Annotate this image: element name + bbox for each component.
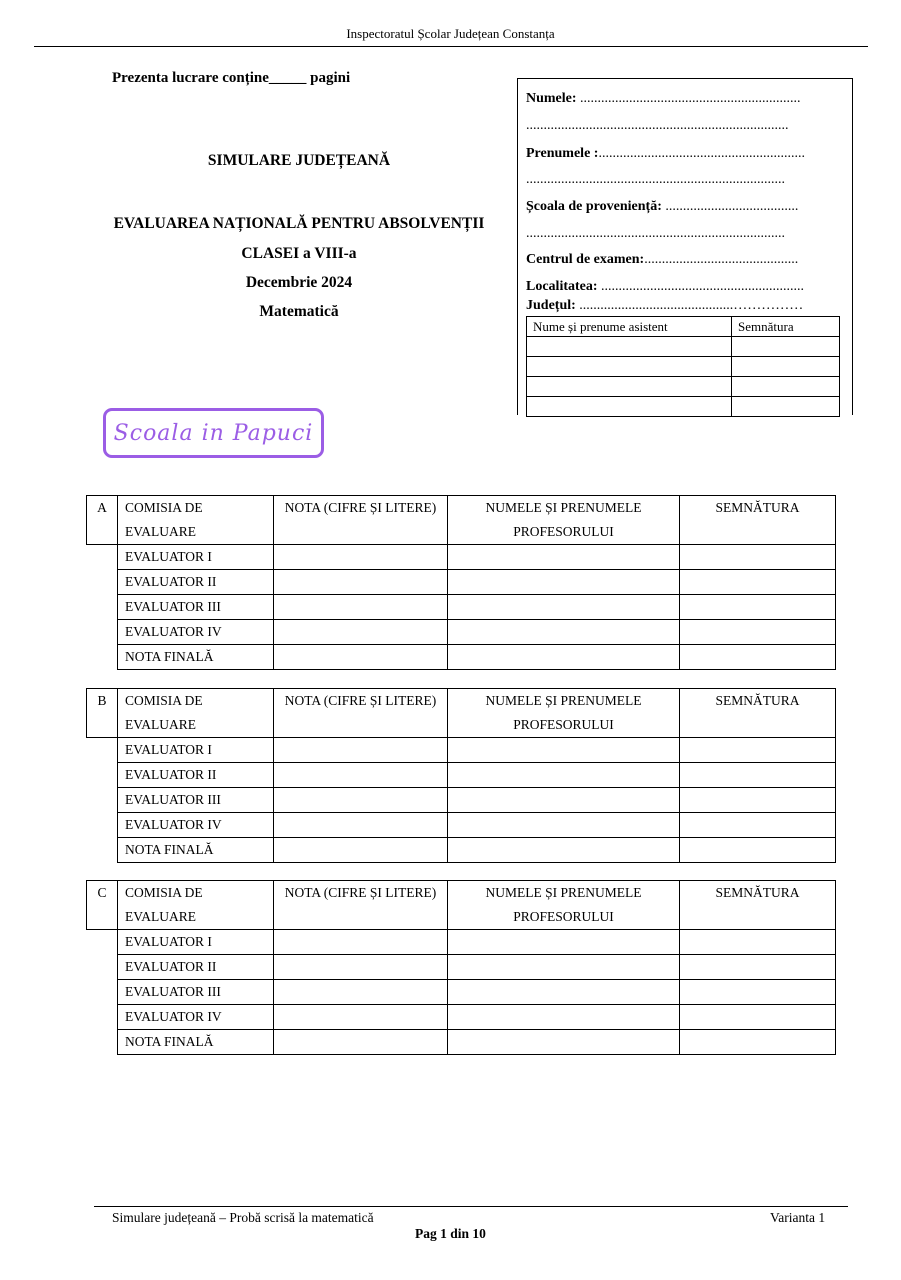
teacher-name-cell[interactable] bbox=[448, 1005, 680, 1030]
assistant-signature-cell[interactable] bbox=[732, 357, 840, 377]
field-numele[interactable] bbox=[526, 91, 801, 107]
numele-line1: NUMELE ȘI PRENUMELE bbox=[485, 885, 642, 900]
row-spacer bbox=[87, 545, 118, 570]
comisia-header bbox=[118, 496, 274, 545]
teacher-name-cell[interactable] bbox=[448, 980, 680, 1005]
grading-table-c bbox=[86, 880, 836, 1055]
row-spacer bbox=[87, 1030, 118, 1055]
signature-cell[interactable] bbox=[680, 570, 836, 595]
evaluator-label: EVALUATOR II bbox=[118, 955, 274, 980]
row-spacer bbox=[87, 620, 118, 645]
row-spacer bbox=[87, 813, 118, 838]
field-scoala[interactable] bbox=[526, 199, 798, 215]
evaluator-label: EVALUATOR II bbox=[118, 570, 274, 595]
assistant-signature-cell[interactable] bbox=[732, 337, 840, 357]
teacher-name-cell[interactable] bbox=[448, 813, 680, 838]
grading-row bbox=[87, 738, 836, 763]
centru-dots: ............................................ bbox=[644, 252, 799, 267]
grading-row bbox=[87, 545, 836, 570]
comisia-header bbox=[118, 881, 274, 930]
numele-line2: PROFESORULUI bbox=[513, 717, 614, 732]
assistant-header-row bbox=[527, 317, 840, 337]
page-count-label: Prezenta lucrare conține_____ pagini bbox=[112, 70, 351, 86]
evaluator-label: NOTA FINALĂ bbox=[118, 1030, 274, 1055]
grading-row bbox=[87, 763, 836, 788]
numele-header bbox=[448, 881, 680, 930]
grading-row bbox=[87, 813, 836, 838]
evaluator-label: EVALUATOR IV bbox=[118, 1005, 274, 1030]
centru-label: Centrul de examen: bbox=[526, 252, 645, 267]
teacher-name-cell[interactable] bbox=[448, 570, 680, 595]
nota-header: NOTA (CIFRE ȘI LITERE) bbox=[274, 689, 448, 738]
comisia-header bbox=[118, 689, 274, 738]
assistant-name-cell[interactable] bbox=[527, 397, 732, 417]
grade-cell[interactable] bbox=[274, 595, 448, 620]
footer-page-number bbox=[0, 1226, 901, 1242]
row-spacer bbox=[87, 930, 118, 955]
comisia-line2: EVALUARE bbox=[125, 524, 197, 539]
numele-line2: PROFESORULUI bbox=[513, 524, 614, 539]
comisia-line1: COMISIA DE bbox=[125, 500, 203, 515]
field-localitatea[interactable] bbox=[526, 279, 804, 295]
numele-label: Numele: bbox=[526, 91, 577, 106]
assistant-row bbox=[527, 337, 840, 357]
grading-table-b bbox=[86, 688, 836, 863]
grade-cell[interactable] bbox=[274, 738, 448, 763]
localitatea-label: Localitatea: bbox=[526, 279, 598, 294]
field-judetul[interactable] bbox=[526, 298, 803, 314]
evaluator-label: EVALUATOR II bbox=[118, 763, 274, 788]
grading-row bbox=[87, 595, 836, 620]
evaluator-label: EVALUATOR III bbox=[118, 595, 274, 620]
field-prenumele[interactable] bbox=[526, 146, 805, 162]
row-spacer bbox=[87, 763, 118, 788]
semnatura-header: SEMNĂTURA bbox=[680, 689, 836, 738]
signature-cell[interactable] bbox=[680, 1030, 836, 1055]
grading-row bbox=[87, 645, 836, 670]
signature-cell[interactable] bbox=[680, 838, 836, 863]
teacher-name-cell[interactable] bbox=[448, 595, 680, 620]
signature-cell[interactable] bbox=[680, 763, 836, 788]
signature-cell[interactable] bbox=[680, 738, 836, 763]
prenumele-label: Prenumele : bbox=[526, 146, 599, 161]
grade-cell[interactable] bbox=[274, 838, 448, 863]
nota-header: NOTA (CIFRE ȘI LITERE) bbox=[274, 496, 448, 545]
grade-cell[interactable] bbox=[274, 955, 448, 980]
field-numele-cont[interactable]: ........................................................................... bbox=[526, 118, 789, 133]
grade-cell[interactable] bbox=[274, 645, 448, 670]
teacher-name-cell[interactable] bbox=[448, 545, 680, 570]
grading-row bbox=[87, 930, 836, 955]
evaluator-label: EVALUATOR I bbox=[118, 545, 274, 570]
grade-cell[interactable] bbox=[274, 813, 448, 838]
evaluator-label: EVALUATOR III bbox=[118, 788, 274, 813]
teacher-name-cell[interactable] bbox=[448, 955, 680, 980]
grading-row bbox=[87, 570, 836, 595]
commission-letter: B bbox=[87, 689, 118, 738]
judetul-label: Județul: bbox=[526, 298, 576, 313]
grading-row bbox=[87, 1030, 836, 1055]
signature-cell[interactable] bbox=[680, 645, 836, 670]
grade-cell[interactable] bbox=[274, 788, 448, 813]
scoala-label: Școala de proveniență: bbox=[526, 199, 662, 214]
assistant-table bbox=[526, 316, 840, 417]
row-spacer bbox=[87, 980, 118, 1005]
assistant-name-header: Nume și prenume asistent bbox=[527, 317, 732, 337]
judetul-dots: ............................................…………… bbox=[575, 298, 804, 313]
evaluator-label: NOTA FINALĂ bbox=[118, 838, 274, 863]
title-simulare: SIMULARE JUDEȚEANĂ bbox=[207, 152, 391, 169]
row-spacer bbox=[87, 595, 118, 620]
evaluator-label: EVALUATOR I bbox=[118, 930, 274, 955]
row-spacer bbox=[87, 955, 118, 980]
row-spacer bbox=[87, 645, 118, 670]
grade-cell[interactable] bbox=[274, 763, 448, 788]
assistant-row bbox=[527, 377, 840, 397]
signature-cell[interactable] bbox=[680, 788, 836, 813]
grading-row bbox=[87, 980, 836, 1005]
title-date: Decembrie 2024 bbox=[245, 274, 353, 291]
page-number-text: Pag 1 din 10 bbox=[415, 1226, 486, 1241]
row-spacer bbox=[87, 1005, 118, 1030]
numele-line2: PROFESORULUI bbox=[513, 909, 614, 924]
teacher-name-cell[interactable] bbox=[448, 788, 680, 813]
grade-cell[interactable] bbox=[274, 980, 448, 1005]
comisia-line1: COMISIA DE bbox=[125, 885, 203, 900]
grade-cell[interactable] bbox=[274, 620, 448, 645]
evaluator-label: EVALUATOR I bbox=[118, 738, 274, 763]
row-spacer bbox=[87, 738, 118, 763]
teacher-name-cell[interactable] bbox=[448, 838, 680, 863]
localitatea-dots: .......................................................... bbox=[597, 279, 805, 294]
semnatura-header: SEMNĂTURA bbox=[680, 496, 836, 545]
signature-cell[interactable] bbox=[680, 620, 836, 645]
comisia-line2: EVALUARE bbox=[125, 717, 197, 732]
title-evaluare: EVALUAREA NAȚIONALĂ PENTRU ABSOLVENȚII bbox=[113, 215, 485, 232]
signature-cell[interactable] bbox=[680, 980, 836, 1005]
assistant-row bbox=[527, 397, 840, 417]
nota-header: NOTA (CIFRE ȘI LITERE) bbox=[274, 881, 448, 930]
title-clasa: CLASEI a VIII-a bbox=[241, 245, 357, 262]
assistant-name-cell[interactable] bbox=[527, 377, 732, 397]
teacher-name-cell[interactable] bbox=[448, 930, 680, 955]
grading-row bbox=[87, 838, 836, 863]
header-divider bbox=[34, 46, 868, 47]
field-scoala-cont[interactable]: .......................................................................... bbox=[526, 226, 785, 241]
signature-cell[interactable] bbox=[680, 1005, 836, 1030]
evaluator-label: NOTA FINALĂ bbox=[118, 645, 274, 670]
prenumele-dots: ........................................................... bbox=[598, 146, 805, 161]
evaluator-label: EVALUATOR III bbox=[118, 980, 274, 1005]
teacher-name-cell[interactable] bbox=[448, 620, 680, 645]
footer-variant: Varianta 1 bbox=[770, 1210, 826, 1225]
row-spacer bbox=[87, 788, 118, 813]
evaluator-label: EVALUATOR IV bbox=[118, 620, 274, 645]
grade-cell[interactable] bbox=[274, 570, 448, 595]
assistant-signature-header: Semnătura bbox=[732, 317, 840, 337]
grade-cell[interactable] bbox=[274, 930, 448, 955]
scoala-dots: ...................................... bbox=[661, 199, 799, 214]
assistant-name-cell[interactable] bbox=[527, 337, 732, 357]
numele-line1: NUMELE ȘI PRENUMELE bbox=[485, 500, 642, 515]
assistant-name-cell[interactable] bbox=[527, 357, 732, 377]
grade-cell[interactable] bbox=[274, 545, 448, 570]
commission-letter: C bbox=[87, 881, 118, 930]
numele-dots: ............................................................... bbox=[576, 91, 801, 106]
signature-cell[interactable] bbox=[680, 955, 836, 980]
grading-row bbox=[87, 620, 836, 645]
numele-line1: NUMELE ȘI PRENUMELE bbox=[485, 693, 642, 708]
numele-header bbox=[448, 689, 680, 738]
grade-cell[interactable] bbox=[274, 1005, 448, 1030]
signature-cell[interactable] bbox=[680, 545, 836, 570]
semnatura-header: SEMNĂTURA bbox=[680, 881, 836, 930]
field-centru[interactable] bbox=[526, 252, 798, 268]
grading-row bbox=[87, 788, 836, 813]
field-prenumele-cont[interactable]: .......................................................................... bbox=[526, 172, 785, 187]
row-spacer bbox=[87, 570, 118, 595]
grading-table-a bbox=[86, 495, 836, 670]
teacher-name-cell[interactable] bbox=[448, 763, 680, 788]
grade-cell[interactable] bbox=[274, 1030, 448, 1055]
grading-row bbox=[87, 955, 836, 980]
title-subject: Matematică bbox=[259, 303, 339, 320]
evaluator-label: EVALUATOR IV bbox=[118, 813, 274, 838]
commission-letter: A bbox=[87, 496, 118, 545]
scoala-in-papuci-logo: Scoala in Papuci bbox=[103, 408, 324, 458]
assistant-signature-cell[interactable] bbox=[732, 397, 840, 417]
header-institution: Inspectoratul Școlar Județean Constanța bbox=[346, 26, 555, 41]
numele-header bbox=[448, 496, 680, 545]
footer-divider bbox=[94, 1206, 848, 1207]
comisia-line1: COMISIA DE bbox=[125, 693, 203, 708]
footer-exam-title: Simulare județeană – Probă scrisă la matematică bbox=[112, 1210, 374, 1225]
row-spacer bbox=[87, 838, 118, 863]
signature-cell[interactable] bbox=[680, 813, 836, 838]
teacher-name-cell[interactable] bbox=[448, 1030, 680, 1055]
teacher-name-cell[interactable] bbox=[448, 738, 680, 763]
assistant-row bbox=[527, 357, 840, 377]
signature-cell[interactable] bbox=[680, 930, 836, 955]
teacher-name-cell[interactable] bbox=[448, 645, 680, 670]
assistant-signature-cell[interactable] bbox=[732, 377, 840, 397]
signature-cell[interactable] bbox=[680, 595, 836, 620]
comisia-line2: EVALUARE bbox=[125, 909, 197, 924]
grading-row bbox=[87, 1005, 836, 1030]
